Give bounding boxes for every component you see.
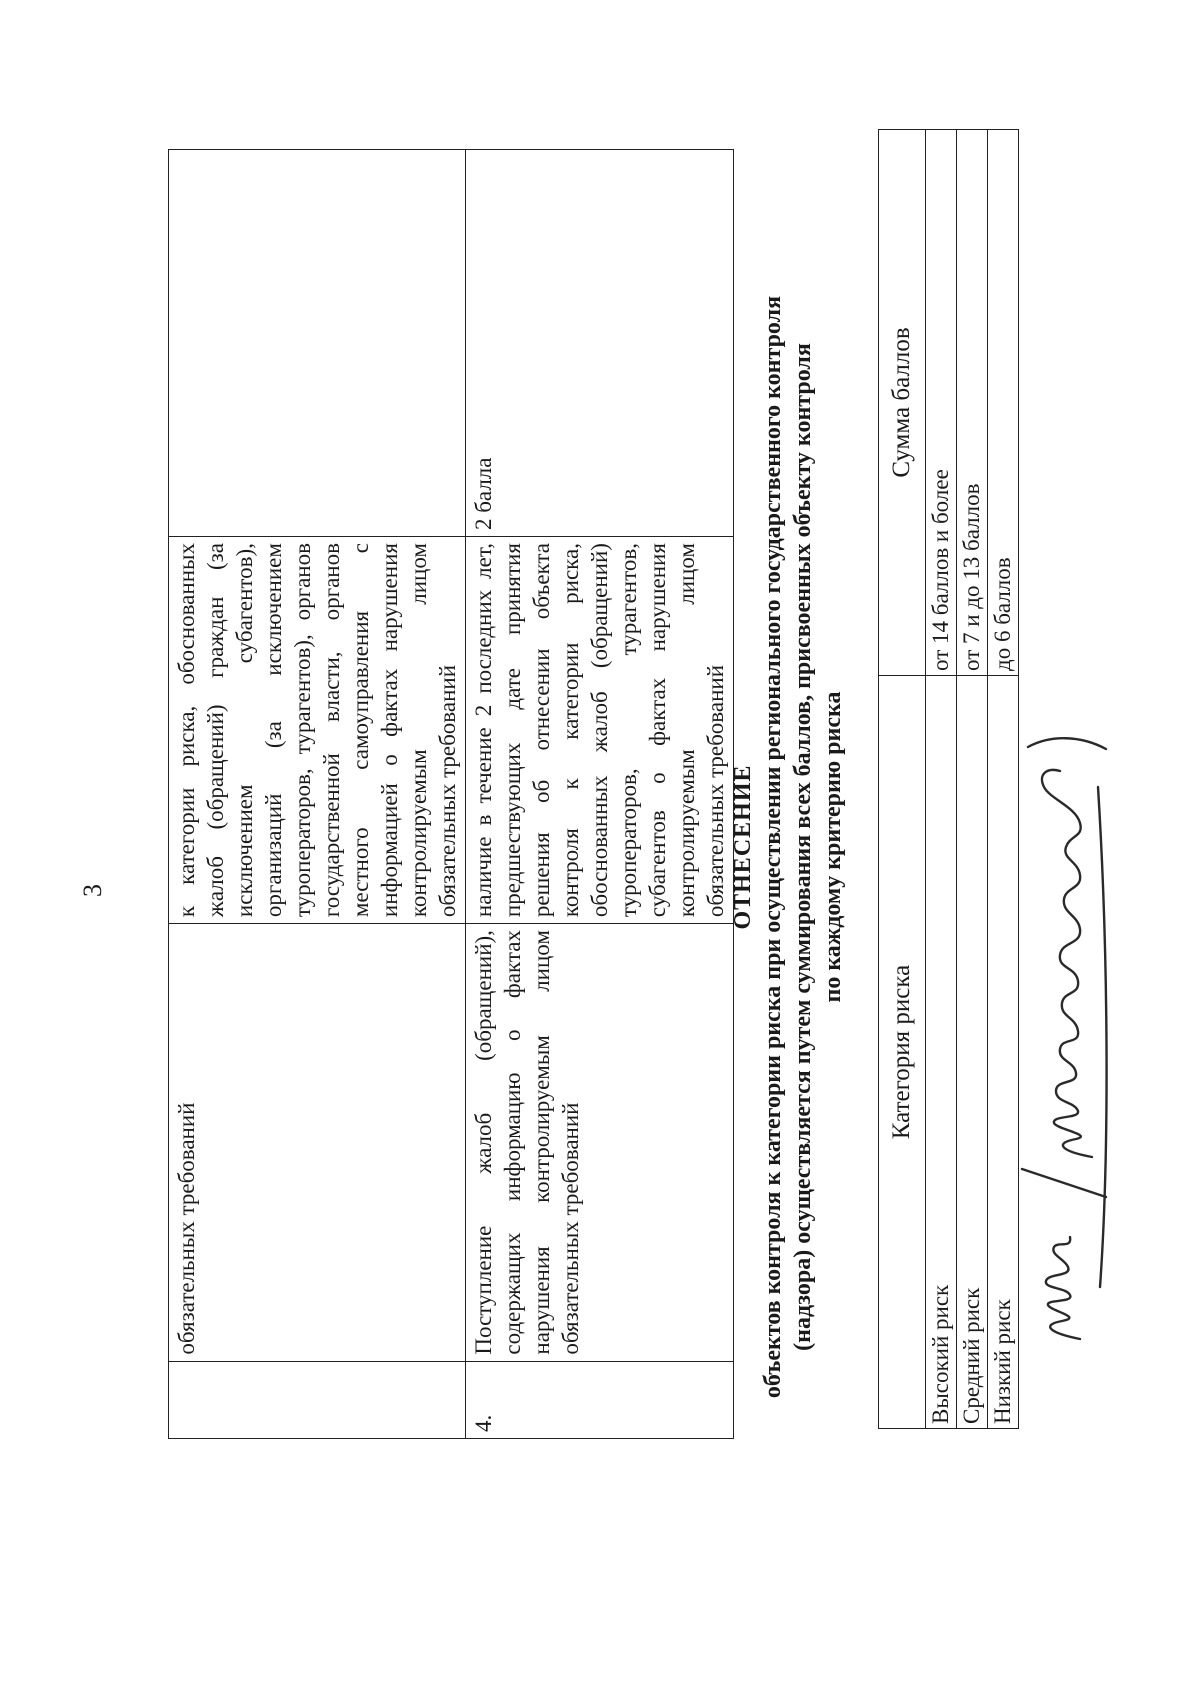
criterion-name: Поступление жалоб (обращений), содержащих информацию о фактах нарушения контролируемым лицом обязательных требований xyxy=(466,924,734,1362)
table-row xyxy=(169,150,466,1439)
table-header-row xyxy=(879,130,926,1429)
handwritten-signature xyxy=(1010,727,1120,1347)
score-sum-cell: от 7 и до 13 баллов xyxy=(957,130,988,676)
risk-category-cell: Средний риск xyxy=(957,676,988,1429)
section-heading xyxy=(728,197,848,1497)
heading-line: объектов контроля к категории риска при осуществлении регионального государственного контроля xyxy=(760,295,786,1399)
risk-category-cell: Низкий риск xyxy=(988,676,1019,1429)
heading-title: ОТНЕСЕНИЕ xyxy=(730,764,756,930)
column-header-score-sum: Сумма баллов xyxy=(879,130,926,676)
heading-line: по каждому критерию риска xyxy=(820,691,846,1003)
criterion-number: 4. xyxy=(466,1361,734,1438)
page-number: 3 xyxy=(78,884,107,897)
risk-category-cell: Высокий риск xyxy=(926,676,957,1429)
column-header-category: Категория риска xyxy=(879,676,926,1429)
table-row xyxy=(466,150,734,1439)
criterion-description: к категории риска, обоснованных жалоб (обращений) граждан (за исключением субагентов), организаций (за исключением туроператоров, турагентов), органов государственной власти, органов местного самоуправления с информацией о фактах нарушения контролируемым лицом обязательных требований xyxy=(169,537,466,924)
criteria-table xyxy=(168,149,734,1439)
score-sum-cell: от 14 баллов и более xyxy=(926,130,957,676)
heading-line: (надзора) осуществляется путем суммирования всех баллов, присвоенных объекту контроля xyxy=(790,343,816,1351)
risk-category-table xyxy=(878,129,1019,1429)
criterion-description: наличие в течение 2 последних лет, предшествующих дате принятия решения об отнесении объекта контроля к категории риска, обоснованных жалоб (обращений) туроператоров, турагентов, субагентов о фактах нарушения контролируемым лицом обязательных требований xyxy=(466,537,734,924)
criterion-score xyxy=(169,150,466,537)
table-row xyxy=(957,130,988,1429)
criterion-number xyxy=(169,1361,466,1438)
table-row xyxy=(926,130,957,1429)
score-sum-cell: до 6 баллов xyxy=(988,130,1019,676)
criterion-name: обязательных требований xyxy=(169,924,466,1362)
criterion-score: 2 балла xyxy=(466,150,734,537)
